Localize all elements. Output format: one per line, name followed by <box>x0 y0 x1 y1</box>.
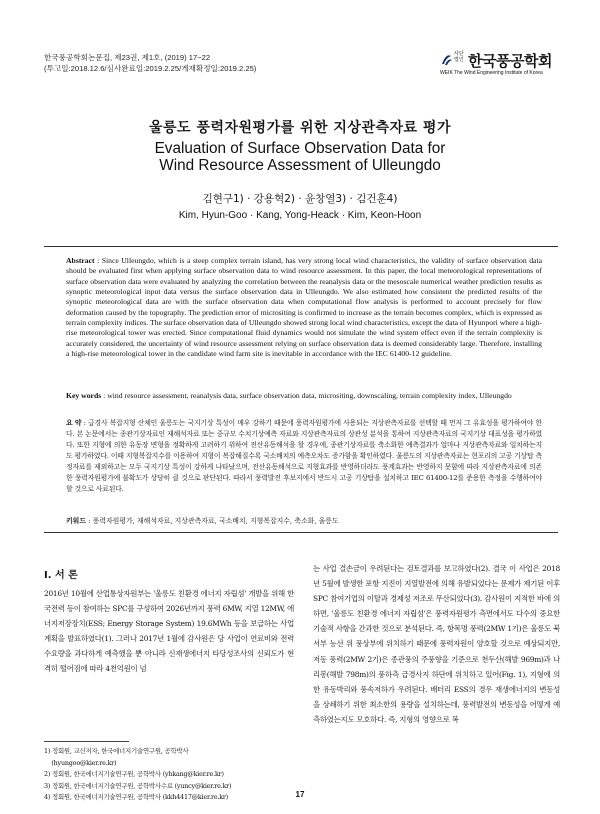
society-type-label: 사단 법인 <box>454 51 464 63</box>
korean-abstract-text: : 급경사 복잡지형 산체인 울릉도는 국지기상 특성이 매우 강하기 때문에 풍력자원평가에 사용되는 지상관측자료를 선택할 때 먼저 그 유효성을 평가하여야 한다. 본 논문에서는 종관기상자료인 재해석자료 또는 중규모 수치기상예측 자료와 지상관측자료의 상관성 분석을 통하여 지상관측자료의 국지기상 대표성을 평가하였다. 또한 지형에 의한 유동장 변형을 정확하게 고려하기 위하여 전산유동해석을 할 경우에, 종관기상자료를 축소화한 예측결과가 얼마나 지상관측자료와 일치하는지도 평가하였다. 이때 지형복잡지수를 이용하여 지형이 복잡해질수록 국소배치의 예측오차도 증가함을 확인하였다. 울릉도의 지상관측자료는 현포리의 고공 기상탑 측정자료를 제외하고는 모두 국지기상 특성이 강하게 나타났으며, 전산유동해석으로 지형효과를 반영하더라도 풍계효과는 반영하지 못함에 따라 지상관측자료에 의존한 풍력자원평가에 불확도가 상당히 클 것으로 판단된다. 따라서 풍력발전 후보지에서 반드시 고공 기상탑을 설치하고 IEC 61400-12를 준용한 측정을 수행하여야 할 것으로 사료된다. <box>66 419 542 493</box>
paper-title-korean: 울릉도 풍력자원평가를 위한 지상관측자료 평가 <box>149 120 451 136</box>
keywords-text: : wind resource assessment, reanalysis data, surface observation data, micrositing, downscaling, terrain complexity index, Ulleungdo <box>103 391 512 400</box>
korean-keywords <box>66 515 542 525</box>
submission-dates-line: (투고일:2018.12.6/심사완료일:2019.2.25/게재확정일:2019.2.25) <box>44 64 257 73</box>
society-logo <box>440 50 560 78</box>
journal-info-line: 한국풍공학회논문집, 제23권, 제1호, (2019) 17~22 <box>44 53 211 62</box>
korean-abstract-label: 요 약 <box>66 419 82 427</box>
korean-keywords-label: 키워드 <box>66 517 86 525</box>
footnote-line: 3) 정회원, 한국에너지기술연구원, 공학박사수료 (yuncy@kier.re.kr) <box>44 781 232 790</box>
footnote-line: 1) 정회원, 교신저자, 한국에너지기술연구원, 공학박사 <box>44 747 189 755</box>
section-heading-introduction: I. 서 론 <box>44 570 78 581</box>
abstract <box>66 256 542 359</box>
abstract-text: : Since Ulleungdo, which is a steep complex terrain island, has very strong local wind characteristics, the validity of surface observation data should be evaluated first when applying surface observation data to wind resource assessment. In this paper, the local meteorological representations of surface observation data were evaluated by analyzing the correlation between the reanalysis data or the mesoscale numerical weather prediction results as synoptic meteorological input data versus the surface observation data in Ulleungdo. We also estimated how consistent the predicted results of the synoptic meteorological data are with the surface observation data when computational flow analysis is performed to account precisely for flow deformation caused by the topography. The prediction error of micrositing is confirmed to increase as the terrain becomes complex, which is expressed as terrain complexity indices. The surface observation data of Ulleungdo showed strong local wind characteristics, except the data of Hyunpori where a high-rise meteorological tower was erected. Since computational fluid dynamics would not simulate the wind system effect even if the terrain complexity is accurately considered, the uncertainty of wind resource assessment relying on surface observation data is deemed considerably large. Therefore, installing a high-rise meteorological tower in the candidate wind farm site is inevitable in accordance with the IEC 61400-12 guideline. <box>66 256 543 359</box>
authors-korean: 김현구1) · 강용혁2) · 윤창열3) · 김건훈4) <box>202 193 398 205</box>
society-emblem-icon <box>440 52 452 66</box>
footnote-rule <box>44 741 129 742</box>
title-english-line1: Evaluation of Surface Observation Data for <box>154 140 446 157</box>
korean-abstract <box>66 418 542 495</box>
korean-keywords-text: : 풍력자원평가, 재해석자료, 지상관측자료, 국소배치, 지형복잡지수, 축소화, 울릉도 <box>88 517 339 525</box>
footnote-line: 4) 정회원, 한국에너지기술연구원, 공학박사 (kkh4417@kier.re.kr) <box>44 793 229 801</box>
society-name-english: WEIK The Wind Engineering Institute of Korea <box>440 70 543 76</box>
footnote-line: 2) 정회원, 한국에너지기술연구원, 공학박사 (yhkang@kier.re.kr) <box>44 770 224 778</box>
abstract-bottom-rule <box>44 532 558 533</box>
footnote-line: (hyungoo@kier.re.kr) <box>44 758 117 767</box>
title-english-line2: Wind Resource Assessment of Ulleungdo <box>159 157 441 174</box>
society-name-korean: 한국풍공학회 <box>468 52 552 70</box>
keywords-label: Key words <box>66 391 102 400</box>
page-number: 17 <box>295 790 305 799</box>
body-column-left: 2016년 10월에 산업통상자원부는 '울릉도 친환경 에너지 자립섬' 개발을 위해 한국전력 등이 참여하는 SPC를 구성하여 2026년까지 풍력 6MW, 지열 12MW, 에너지저장장치(ESS; Energy Storage System) 19.6MWh 등을 보급하는 사업계획을 발표하였다(1). 그러나 2017년 1월에 감사원은 당 사업이 연료비와 전력수요량을 과다하게 예측했을 뿐 아니라 신재생에너지 타당성조사의 신뢰도가 현격히 떨어짐에 따라 4천억원이 넘 <box>44 589 294 674</box>
paper-title-english <box>0 140 600 174</box>
authors-english: Kim, Hyun-Goo · Kang, Yong-Heack · Kim, Keon-Hoon <box>178 210 422 221</box>
body-column-right: 는 사업 결손금이 우려된다는 검토결과를 보고하였다(2). 결국 이 사업은 2018년 5월에 발생한 포항 지진이 지열발전에 의해 유발되었다는 문제가 제기된 이후 SPC 참여기업의 이탈과 경제성 저조로 무산되었다(3). 감사원이 지적한 바에 의하면, '울릉도 친환경 에너지 자립섬'은 풍력자원평가 측면에서도 다수의 중요한 기술적 사항을 간과한 것으로 분석된다. 즉, 항목명 풍력(2MW 1기)은 울릉도 북서부 능선 위 풍상부에 위치하기 때문에 풍력자원이 양호할 것으로 예상되지만, 저동 풍력(2MW 2기)은 종관풍의 주풍향을 기준으로 천두산(해발 969m)과 나리봉(해발 798m)의 풍하측 급경사지 하단에 위치하고 있어(Fig. 1), 지형에 의한 유동박리와 풍속저하가 우려된다. 배터리 ESS의 경우 재생에너지의 변동성을 상쇄하기 위한 최소한의 용량을 설치하는데, 풍력발전의 변동성을 어떻게 예측하였는지도 모호하다. 즉, 지형의 영향으로 복 <box>313 564 560 724</box>
journal-citation <box>44 52 256 74</box>
abstract-top-rule <box>44 246 558 247</box>
keywords <box>66 391 542 401</box>
abstract-label: Abstract <box>66 256 95 265</box>
